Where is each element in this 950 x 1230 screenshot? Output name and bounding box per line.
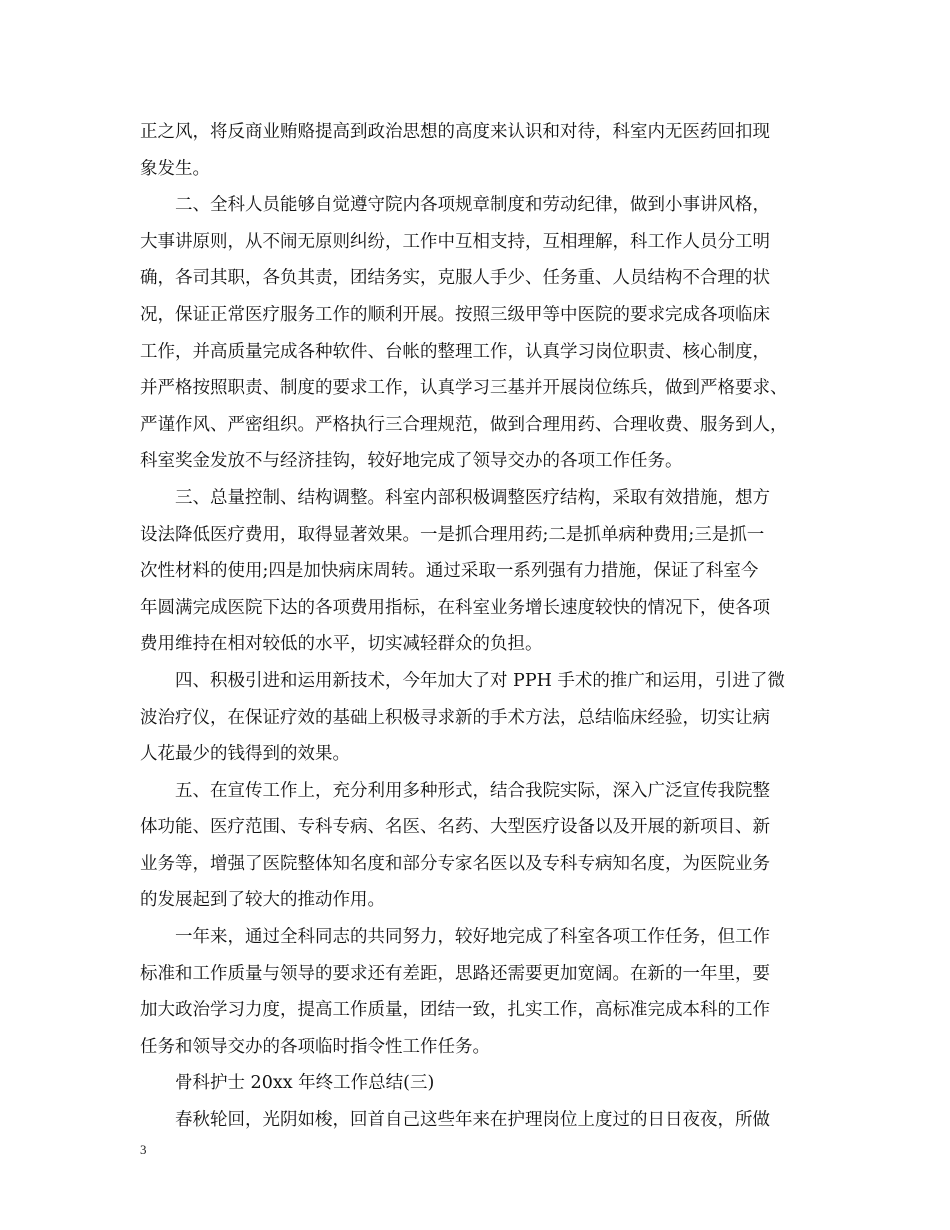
section-heading: 骨科护士 20xx 年终工作总结(三) [175,1073,435,1094]
document-body [140,114,824,1139]
text-line: 任务和领导交办的各项临时指令性工作任务。 [140,1036,490,1057]
text-line: 体功能、医疗范围、专科专病、名医、名药、大型医疗设备以及开展的新项目、新 [140,817,770,838]
paragraph-start-line: 四、积极引进和运用新技术，今年加大了对 PPH 手术的推广和运用，引进了微 [175,670,785,691]
paragraph-start-line: 五、在宣传工作上，充分利用多种形式，结合我院实际，深入广泛宣传我院整 [175,780,770,801]
paragraph-start-line: 三、总量控制、结构调整。科室内部积极调整医疗结构，采取有效措施，想方 [175,487,770,508]
text-line: 工作，并高质量完成各种软件、台帐的整理工作，认真学习岗位职责、核心制度， [140,341,770,362]
page-number: 3 [140,1142,147,1157]
paragraph-start-line: 一年来，通过全科同志的共同努力，较好地完成了科室各项工作任务，但工作 [175,927,770,948]
text-line: 大事讲原则，从不闹无原则纠纷，工作中互相支持，互相理解，科工作人员分工明 [140,231,770,252]
text-line: 确，各司其职，各负其责，团结务实，克服人手少、任务重、人员结构不合理的状 [140,268,770,289]
text-line: 年圆满完成医院下达的各项费用指标，在科室业务增长速度较快的情况下，使各项 [140,597,770,618]
text-line: 标准和工作质量与领导的要求还有差距，思路还需要更加宽阔。在新的一年里，要 [140,963,770,984]
text-line: 费用维持在相对较低的水平，切实减轻群众的负担。 [140,634,543,655]
text-line: 正之风，将反商业贿赂提高到政治思想的高度来认识和对待，科室内无医药回扣现 [140,122,770,142]
text-line: 人花最少的钱得到的效果。 [140,744,350,765]
text-line: 的发展起到了较大的推动作用。 [140,890,385,911]
text-line: 科室奖金发放不与经济挂钩，较好地完成了领导交办的各项工作任务。 [140,451,683,472]
text-line: 次性材料的使用;四是加快病床周转。通过采取一系列强有力措施，保证了科室今 [140,561,759,582]
paragraph-start-line: 春秋轮回，光阴如梭，回首自己这些年来在护理岗位上度过的日日夜夜，所做 [175,1110,770,1131]
text-line: 象发生。 [140,158,210,179]
text-line: 并严格按照职责、制度的要求工作，认真学习三基并开展岗位练兵，做到严格要求、 [140,378,788,399]
text-line: 业务等，增强了医院整体知名度和部分专家名医以及专科专病知名度，为医院业务 [140,853,770,874]
text-line: 加大政治学习力度，提高工作质量，团结一致，扎实工作，高标准完成本科的工作 [140,1000,770,1021]
text-line: 况，保证正常医疗服务工作的顺利开展。按照三级甲等中医院的要求完成各项临床 [140,304,770,325]
text-line: 严谨作风、严密组织。严格执行三合理规范，做到合理用药、合理收费、服务到人， [140,414,788,435]
paragraph-start-line: 二、全科人员能够自觉遵守院内各项规章制度和劳动纪律，做到小事讲风格， [175,195,770,216]
text-line: 设法降低医疗费用，取得显著效果。一是抓合理用药;二是抓单病种费用;三是抓一 [140,524,765,545]
text-line: 波治疗仪，在保证疗效的基础上积极寻求新的手术方法，总结临床经验，切实让病 [140,707,770,728]
